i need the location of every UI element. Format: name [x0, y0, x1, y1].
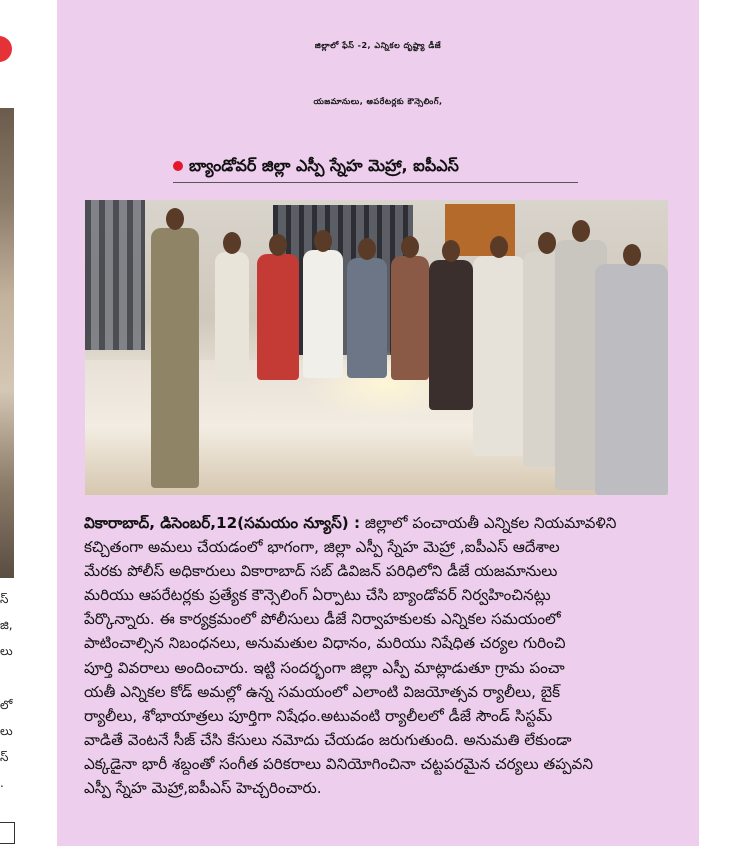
photo-person	[257, 254, 299, 380]
neighbor-text-fragment: స్	[0, 592, 9, 606]
byline	[173, 150, 578, 183]
article-photo	[85, 200, 668, 495]
photo-person	[303, 250, 343, 378]
body-line: వికారాబాద్, డిసెంబర్,12(సమయం న్యూస్) : జిల్లాలో పంచాయతీ ఎన్నికల నియమావళిని	[84, 514, 617, 532]
photo-window-grill	[85, 200, 145, 350]
body-line: ర్యాలీలు, శోభాయాత్రలు పూర్తిగా నిషేధం.అటువంటి ర్యాలీలలో డీజే సౌండ్ సిస్టమ్	[84, 706, 553, 725]
body-line: మేరకు పోలీస్ అధికారులు వికారాబాద్ సబ్ డివిజన్ పరిధిలోని డీజే యజమానులు	[84, 562, 558, 581]
headline-line-2: యజమానులు, ఆపరేటర్లకు కౌన్సెలింగ్,	[313, 97, 443, 106]
neighbor-text-fragment: .	[0, 776, 4, 790]
photo-person	[347, 258, 387, 378]
right-margin	[699, 0, 736, 846]
neighbor-text-fragment: లో	[0, 698, 13, 712]
left-neighbor-column	[0, 0, 40, 846]
article-body	[84, 511, 670, 800]
bullet-icon	[173, 161, 183, 171]
body-line: యతీ ఎన్నికల కోడ్ అమల్లో ఉన్న సమయంలో ఎలాంటి విజయోత్సవ ర్యాలీలు, బైక్	[84, 682, 561, 701]
body-line: ఎక్కడైనా భారీ శబ్దంతో సంగీత పరికరాలు వినియోగించినా చట్టపరమైన చర్యలు తప్పవని	[84, 754, 594, 773]
photo-person-officer	[151, 228, 199, 488]
photo-person	[429, 260, 473, 410]
photo-person	[391, 256, 429, 380]
neighbor-photo-fragment	[0, 108, 14, 578]
body-line: ఎస్పీ స్నేహ మెహ్రా,ఐపీఎస్ హెచ్చరించారు.	[84, 779, 322, 798]
headline-line-1: జిల్లాలో ఫేస్ -2, ఎన్నికల దృష్ట్యా డీజే	[314, 41, 442, 50]
neighbor-text-fragment: స్	[0, 750, 9, 764]
body-line: పేర్కొన్నారు. ఈ కార్యక్రమంలో పోలీసులు డీజే నిర్వాహకులకు ఎన్నికల సమయంలో	[84, 610, 561, 629]
body-line: కచ్చితంగా అమలు చేయడంలో భాగంగా, జిల్లా ఎస్పీ స్నేహ మెహ్రా ,ఐపీఎస్ ఆదేశాల	[84, 538, 560, 557]
photo-person	[215, 252, 249, 382]
neighbor-text-fragment: జి,	[0, 618, 13, 632]
body-line: పూర్తి వివరాలు అందించారు. ఇట్టి సందర్భంగా జిల్లా ఎస్పీ మాట్లాడుతూ గ్రామ పంచా	[84, 658, 565, 677]
dateline: వికారాబాద్, డిసెంబర్,12(సమయం న్యూస్) :	[84, 514, 361, 532]
neighbor-text-fragment: లు	[0, 644, 13, 658]
neighbor-border-fragment	[0, 822, 15, 844]
body-line: పాటించాల్సిన నిబంధనలు, అనుమతుల విధానం, మరియు నిషేధిత చర్యల గురించి	[84, 634, 566, 653]
news-article	[57, 0, 699, 846]
neighbor-text-fragment: లు	[0, 724, 13, 738]
body-line: వాడితే వెంటనే సీజ్ చేసి కేసులు నమోదు చేయడం జరుగుతుంది. అనుమతి లేకుండా	[84, 730, 572, 749]
byline-text: బ్యాండోవర్ జిల్లా ఎస్పీ స్నేహ మెహ్రా, ఐపీఎస్	[189, 156, 459, 175]
red-dot-icon	[0, 36, 12, 62]
photo-person	[473, 256, 525, 456]
body-line: మరియు ఆపరేటర్లకు ప్రత్యేక కౌన్సెలింగ్ ఏర్పాటు చేసి బ్యాండోవర్ నిర్వహించినట్లు	[84, 586, 551, 605]
photo-person	[595, 264, 668, 495]
